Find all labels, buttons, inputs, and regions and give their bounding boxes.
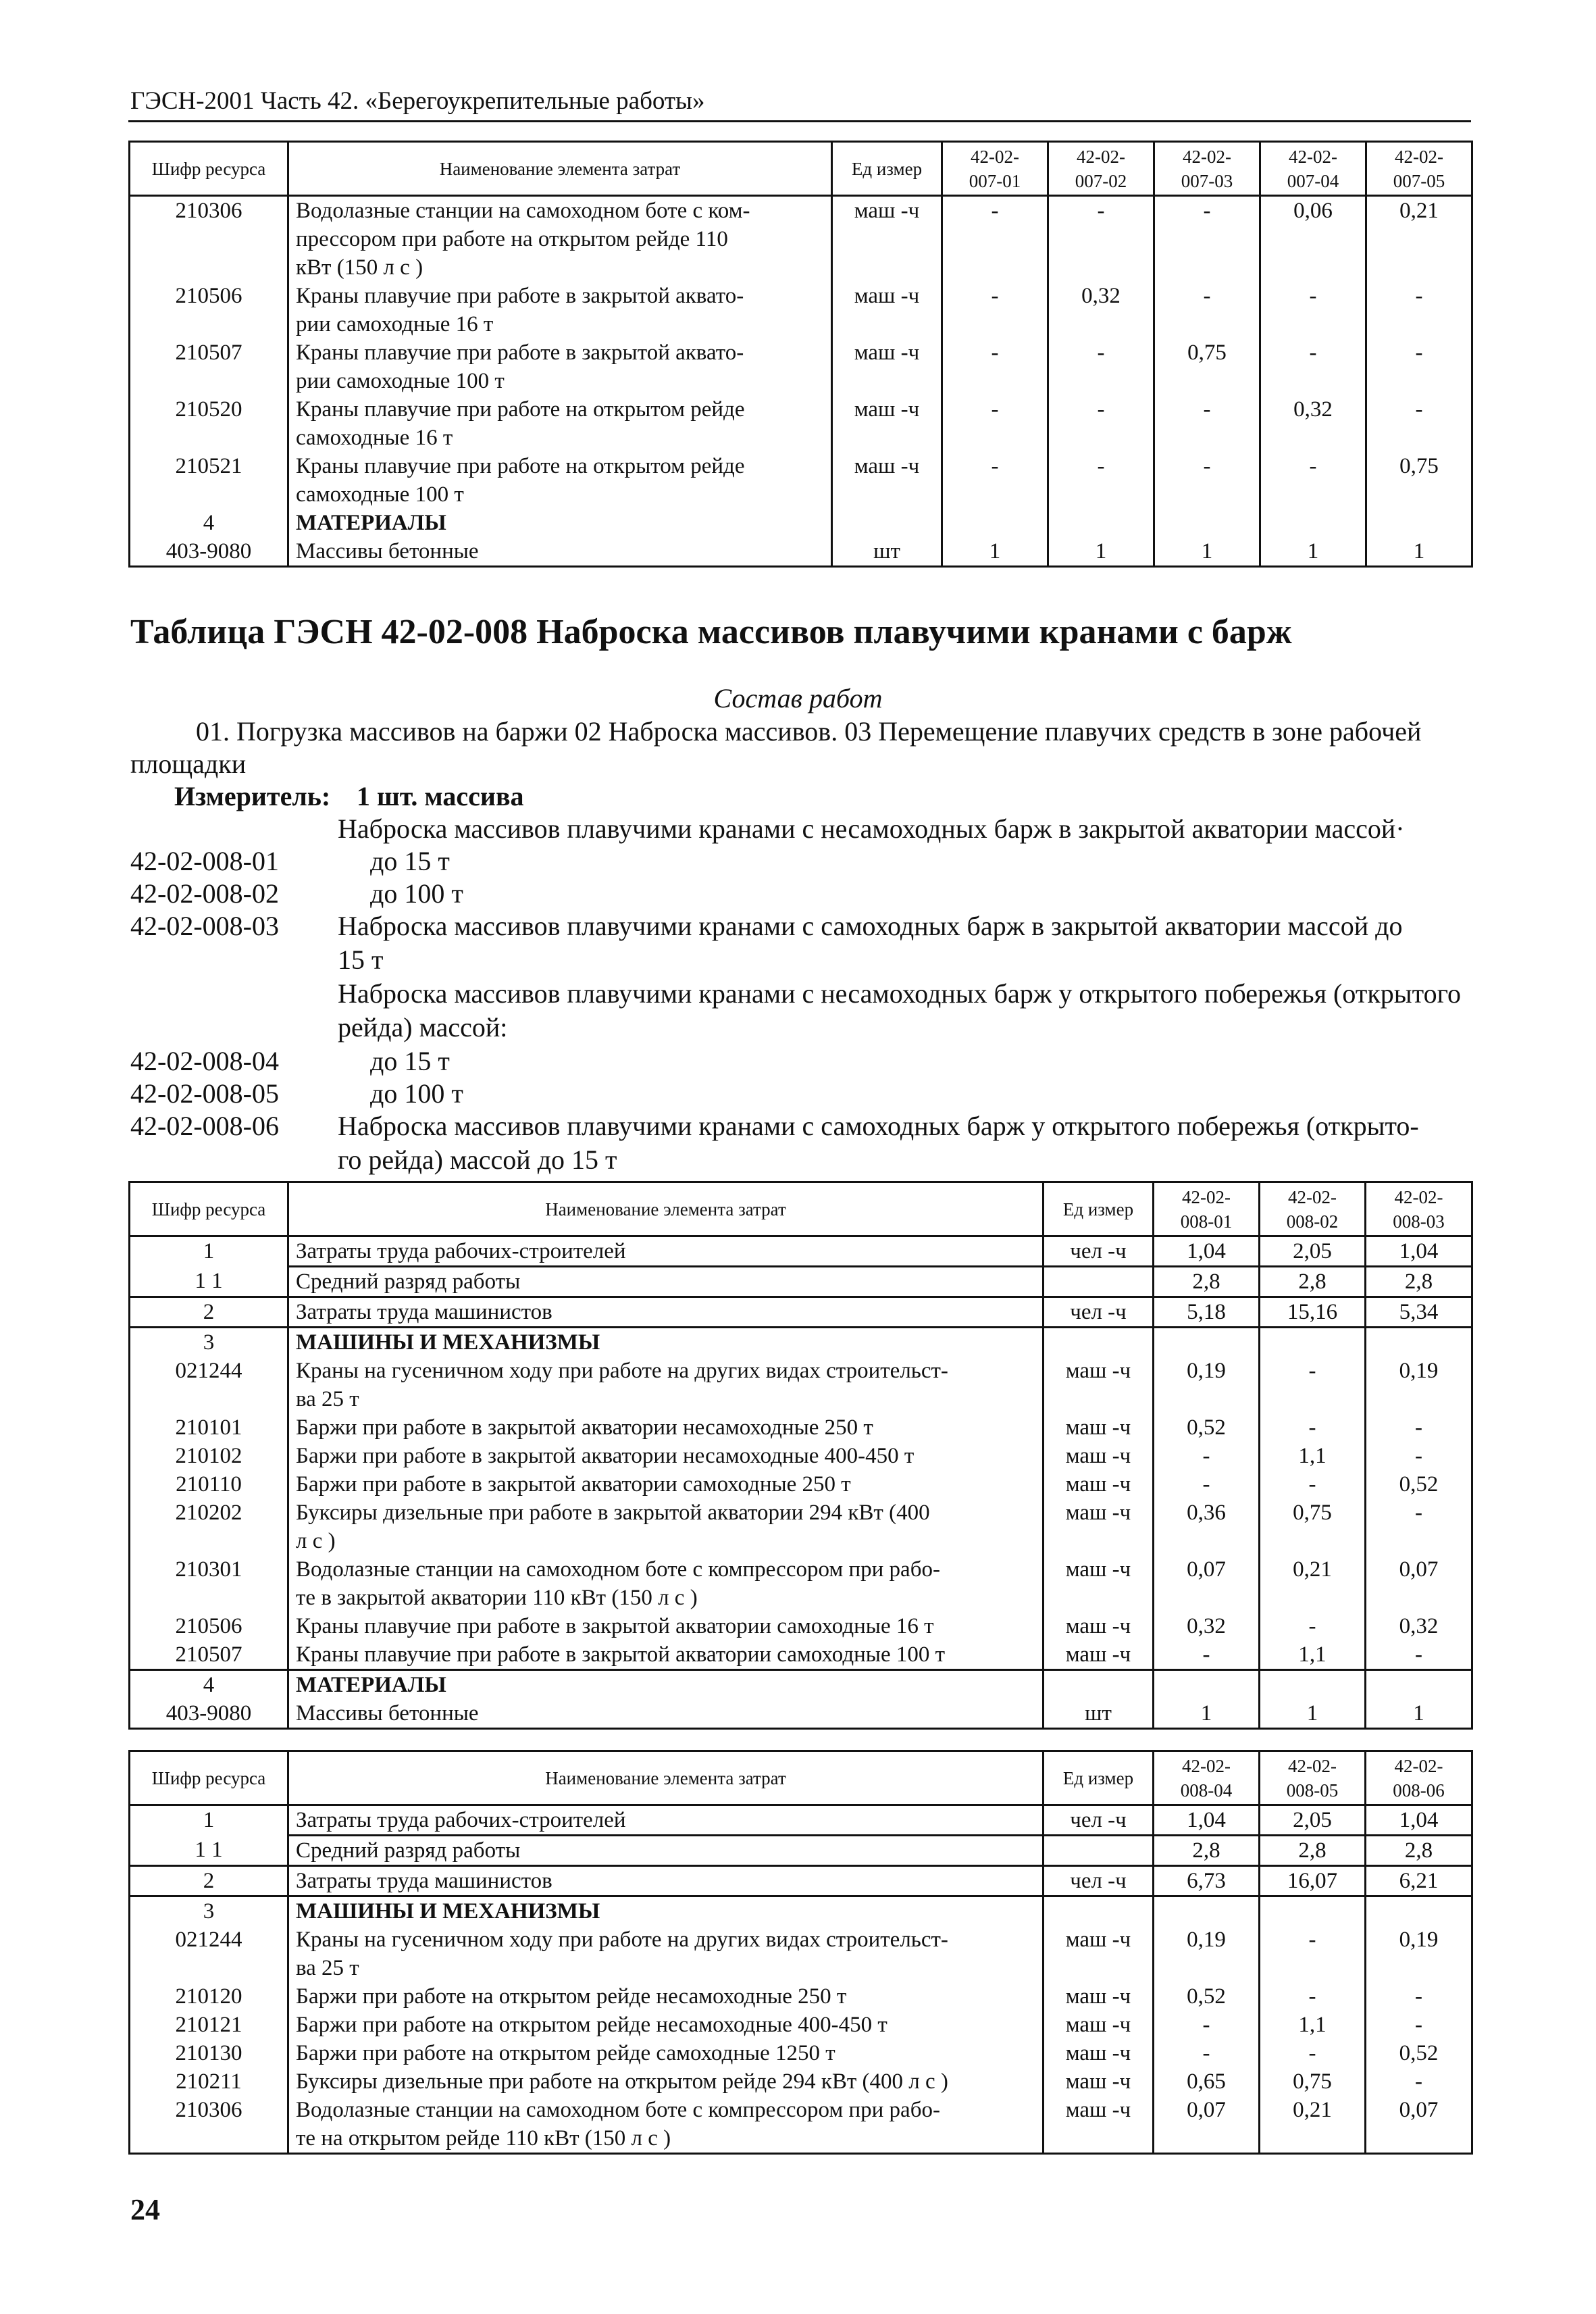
rate-value-cell [1154,1670,1260,1700]
unit-cell [1044,1267,1154,1297]
work-item-description: до 100 т [370,1078,463,1109]
rate-value-cell: - [1048,452,1154,509]
work-item-code: 42-02-008-06 [130,1111,279,1141]
rate-value-cell [1260,509,1366,537]
resource-code-cell: 210506 [130,282,288,338]
rate-value-cell: - [1154,2011,1260,2039]
table-row [130,282,1472,338]
table-row [130,2067,1472,2096]
unit-cell: шт [832,537,942,567]
rate-value-cell: 0,19 [1154,1926,1260,1982]
rate-value-cell: 0,75 [1260,2067,1366,2096]
rate-value-cell: 0,07 [1366,2096,1472,2154]
rate-value-cell: - [1260,1470,1366,1499]
unit-cell: маш -ч [832,452,942,509]
column-header-rate: 42-02- 008-04 [1154,1751,1260,1805]
column-header-rate: 42-02- 007-02 [1048,142,1154,196]
table-row [130,395,1472,452]
unit-cell: маш -ч [832,338,942,395]
rate-value-cell: - [1260,1982,1366,2011]
resource-code-cell: 210101 [130,1413,288,1442]
rate-value-cell: 0,52 [1154,1982,1260,2011]
rate-value-cell: - [942,196,1048,282]
unit-cell: чел -ч [1044,1805,1154,1836]
rate-value-cell: 0,75 [1366,452,1472,509]
rate-value-cell: 1 [942,537,1048,567]
rate-value-cell: - [1154,282,1260,338]
rate-value-cell: 2,8 [1260,1267,1366,1297]
rate-value-cell: - [1260,1413,1366,1442]
rate-value-cell: 1 [1366,1699,1472,1729]
rate-value-cell: - [1260,1926,1366,1982]
rate-value-cell: 0,52 [1154,1413,1260,1442]
rate-value-cell: 2,8 [1366,1836,1472,1866]
unit-cell: шт [1044,1699,1154,1729]
rate-value-cell: - [1260,2039,1366,2067]
rate-value-cell: 1,1 [1260,2011,1366,2039]
rate-value-cell: 1,04 [1366,1236,1472,1267]
unit-cell: маш -ч [1044,2039,1154,2067]
unit-cell [1044,1896,1154,1926]
column-header-rate: 42-02- 007-03 [1154,142,1260,196]
column-header-rate: 42-02- 008-06 [1366,1751,1472,1805]
resource-name-cell: Массивы бетонные [288,537,832,567]
rate-value-cell [1260,1896,1366,1926]
resource-code-cell: 403-9080 [130,1699,288,1729]
resource-code-cell: 2 [130,1297,288,1328]
column-header-rate: 42-02- 007-01 [942,142,1048,196]
rate-value-cell: - [1366,2011,1472,2039]
resource-code-cell: 210507 [130,338,288,395]
rate-value-cell: 16,07 [1260,1866,1366,1896]
table-row [130,1866,1472,1896]
resource-code-cell: 210211 [130,2067,288,2096]
table-row [130,1836,1472,1866]
rate-value-cell: 0,52 [1366,2039,1472,2067]
rate-value-cell: 0,75 [1154,338,1260,395]
unit-cell: маш -ч [1044,1982,1154,2011]
resource-code-cell: 210506 [130,1612,288,1640]
column-header-name: Наименование элемента затрат [288,1751,1044,1805]
column-header-code: Шифр ресурса [130,1182,288,1236]
table-row [130,1699,1472,1729]
rate-value-cell: 1,04 [1154,1805,1260,1836]
unit-cell: маш -ч [1044,1555,1154,1612]
rate-value-cell: 0,21 [1366,196,1472,282]
resource-name-cell: Затраты труда рабочих-строителей [288,1236,1044,1267]
rate-value-cell [942,509,1048,537]
unit-cell: маш -ч [1044,1357,1154,1413]
meter-label: Измеритель: [174,781,331,811]
table-row [130,338,1472,395]
column-header-rate: 42-02- 008-01 [1154,1182,1260,1236]
resource-name-cell: Краны плавучие при работе в закрытой акватории самоходные 100 т [288,1640,1044,1670]
section-row [130,1896,1472,1926]
unit-cell: маш -ч [1044,1612,1154,1640]
section-heading: МАТЕРИАЛЫ [288,509,832,537]
resource-code-cell: 4 [130,509,288,537]
rate-value-cell: - [1154,452,1260,509]
column-header-rate: 42-02- 008-05 [1260,1751,1366,1805]
resource-name-cell: Затраты труда машинистов [288,1866,1044,1896]
rate-value-cell: 1 [1366,537,1472,567]
rate-value-cell: - [1366,1413,1472,1442]
resource-code-cell: 021244 [130,1357,288,1413]
table-row [130,1297,1472,1328]
resource-name-cell: Средний разряд работы [288,1836,1044,1866]
rate-value-cell: 1 [1260,537,1366,567]
unit-cell: маш -ч [1044,2011,1154,2039]
resource-name-cell: Буксиры дизельные при работе на открытом рейде 294 кВт (400 л с ) [288,2067,1044,2096]
resource-name-cell: Краны плавучие при работе на открытом рейде самоходные 16 т [288,395,832,452]
column-header-code: Шифр ресурса [130,1751,288,1805]
table-row [130,2039,1472,2067]
work-item-description: до 15 т [370,1046,450,1076]
column-header-rate: 42-02- 007-05 [1366,142,1472,196]
rate-value-cell: 0,75 [1260,1499,1366,1555]
rate-value-cell: - [1048,196,1154,282]
rate-value-cell: 5,18 [1154,1297,1260,1328]
section-row [130,1328,1472,1357]
resource-code-cell: 210521 [130,452,288,509]
rate-value-cell: 0,06 [1260,196,1366,282]
resource-name-cell: Краны плавучие при работе на открытом рейде самоходные 100 т [288,452,832,509]
rate-value-cell: 1 [1154,537,1260,567]
composition-line: 01. Погрузка массивов на баржи 02 Наброска массивов. 03 Перемещение плавучих средств в зоне рабочей [196,716,1422,747]
unit-cell: маш -ч [1044,2096,1154,2154]
work-item-description: до 15 т [370,846,450,876]
composition-title: Состав работ [713,683,883,713]
unit-cell [1044,1836,1154,1866]
table-row [130,1555,1472,1612]
rate-value-cell: 6,21 [1366,1866,1472,1896]
rate-value-cell: - [1366,282,1472,338]
table-row [130,1413,1472,1442]
rate-value-cell: 0,07 [1154,1555,1260,1612]
rate-value-cell: 2,8 [1260,1836,1366,1866]
unit-cell: маш -ч [832,282,942,338]
rate-value-cell: 0,32 [1260,395,1366,452]
table-row [130,1442,1472,1470]
rate-value-cell: - [1154,1442,1260,1470]
rate-value-cell: - [1048,338,1154,395]
unit-cell: чел -ч [1044,1236,1154,1267]
resource-code-cell: 210202 [130,1499,288,1555]
table-row [130,1982,1472,2011]
table-row [130,1640,1472,1670]
rate-value-cell: 0,65 [1154,2067,1260,2096]
resource-name-cell: Краны на гусеничном ходу при работе на других видах строительст- ва 25 т [288,1926,1044,1982]
rate-value-cell: 1 [1260,1699,1366,1729]
running-header: ГЭСН-2001 Часть 42. «Берегоукрепительные работы» [130,87,705,115]
table-header-row [130,1182,1472,1236]
column-header-unit: Ед измер [1044,1751,1154,1805]
table-row [130,1267,1472,1297]
rate-value-cell: 1,1 [1260,1640,1366,1670]
table-header-row [130,1751,1472,1805]
resource-code-cell: 1 1 [130,1267,288,1297]
column-header-name: Наименование элемента затрат [288,1182,1044,1236]
rate-value-cell: 0,32 [1154,1612,1260,1640]
resource-name-cell: Баржи при работе в закрытой акватории несамоходные 250 т [288,1413,1044,1442]
rate-value-cell [1366,1328,1472,1357]
work-item-code: 42-02-008-03 [130,911,279,941]
rate-value-cell [1154,1896,1260,1926]
resource-name-cell: Массивы бетонные [288,1699,1044,1729]
rate-value-cell: - [942,452,1048,509]
rate-value-cell: 6,73 [1154,1866,1260,1896]
rate-value-cell: - [1366,1442,1472,1470]
resource-name-cell: Баржи при работе на открытом рейде несамоходные 400-450 т [288,2011,1044,2039]
resource-code-cell: 1 [130,1805,288,1836]
rate-value-cell: - [942,395,1048,452]
table-header-row [130,142,1472,196]
header-rule [128,120,1471,122]
rate-value-cell: - [1366,1640,1472,1670]
resource-name-cell: Средний разряд работы [288,1267,1044,1297]
rate-value-cell: - [1048,395,1154,452]
resource-name-cell: Буксиры дизельные при работе в закрытой акватории 294 кВт (400 л с ) [288,1499,1044,1555]
resource-name-cell: Краны плавучие при работе в закрытой аквато- рии самоходные 16 т [288,282,832,338]
table-row [130,1926,1472,1982]
resource-code-cell: 210306 [130,2096,288,2154]
rate-value-cell: - [1154,196,1260,282]
rate-value-cell: - [1366,338,1472,395]
section-heading: МАТЕРИАЛЫ [288,1670,1044,1700]
unit-cell [832,509,942,537]
rate-value-cell: 0,07 [1154,2096,1260,2154]
resource-name-cell: Водолазные станции на самоходном боте с компрессором при рабо- те на открытом рейде 110 кВт (150 л с ) [288,2096,1044,2154]
table-row [130,1805,1472,1836]
rate-value-cell: 0,19 [1154,1357,1260,1413]
table-title: Таблица ГЭСН 42-02-008 Наброска массивов плавучими кранами с барж [130,613,1292,651]
work-item-description: Наброска массивов плавучими кранами с самоходных барж у открытого побережья (открыто- го рейда) массой до 15 т [338,1111,1419,1175]
rate-value-cell: 2,05 [1260,1236,1366,1267]
resource-code-cell: 210102 [130,1442,288,1470]
rate-value-cell: - [1260,1357,1366,1413]
table-row [130,1470,1472,1499]
table-row [130,452,1472,509]
table-row [130,537,1472,567]
unit-cell: чел -ч [1044,1297,1154,1328]
rate-value-cell: 2,05 [1260,1805,1366,1836]
rate-value-cell: - [1366,1982,1472,2011]
rate-value-cell: - [1260,282,1366,338]
resource-name-cell: Краны плавучие при работе в закрытой акватории самоходные 16 т [288,1612,1044,1640]
rate-value-cell: 0,52 [1366,1470,1472,1499]
resource-code-cell: 3 [130,1896,288,1926]
resource-name-cell: Водолазные станции на самоходном боте с компрессором при рабо- те в закрытой акватории 110 кВт (150 л с ) [288,1555,1044,1612]
section-heading: МАШИНЫ И МЕХАНИЗМЫ [288,1328,1044,1357]
resource-name-cell: Баржи при работе на открытом рейде самоходные 1250 т [288,2039,1044,2067]
rate-value-cell: 1 [1048,537,1154,567]
rate-value-cell: 0,21 [1260,1555,1366,1612]
resource-code-cell: 021244 [130,1926,288,1982]
resource-table-008-b [128,1750,1473,2155]
resource-table-008-a [128,1181,1473,1730]
table-row [130,196,1472,282]
unit-cell: маш -ч [1044,2067,1154,2096]
meter-value: 1 шт. массива [357,781,524,811]
rate-value-cell: 2,8 [1154,1267,1260,1297]
rate-value-cell: 5,34 [1366,1297,1472,1328]
rate-value-cell: - [1366,395,1472,452]
rate-value-cell: - [1260,452,1366,509]
resource-code-cell: 210507 [130,1640,288,1670]
rate-value-cell: - [1154,2039,1260,2067]
work-item-description: Наброска массивов плавучими кранами с несамоходных барж у открытого побережья (открытого рейда) массой: [338,978,1461,1042]
rate-value-cell: - [1366,1499,1472,1555]
composition-line: площадки [130,749,247,779]
rate-value-cell: 1,1 [1260,1442,1366,1470]
work-item-description: до 100 т [370,878,463,909]
rate-value-cell: 0,19 [1366,1926,1472,1982]
resource-code-cell: 3 [130,1328,288,1357]
column-header-name: Наименование элемента затрат [288,142,832,196]
unit-cell [1044,1328,1154,1357]
resource-table-007 [128,141,1473,568]
column-header-rate: 42-02- 007-04 [1260,142,1366,196]
column-header-rate: 42-02- 008-03 [1366,1182,1472,1236]
unit-cell: маш -ч [1044,1926,1154,1982]
unit-cell: маш -ч [1044,1499,1154,1555]
resource-name-cell: Краны на гусеничном ходу при работе на других видах строительст- ва 25 т [288,1357,1044,1413]
resource-name-cell: Краны плавучие при работе в закрытой аквато- рии самоходные 100 т [288,338,832,395]
rate-value-cell: 0,07 [1366,1555,1472,1612]
rate-value-cell [1260,1670,1366,1700]
table-row [130,2096,1472,2154]
rate-value-cell [1366,509,1472,537]
rate-value-cell [1366,1670,1472,1700]
section-heading: МАШИНЫ И МЕХАНИЗМЫ [288,1896,1044,1926]
rate-value-cell: - [1260,338,1366,395]
rate-value-cell [1048,509,1154,537]
rate-value-cell: 0,36 [1154,1499,1260,1555]
rate-value-cell: 0,32 [1048,282,1154,338]
work-item-description: Наброска массивов плавучими кранами с несамоходных барж в закрытой акватории массой· [338,813,1405,844]
rate-value-cell: - [1260,1612,1366,1640]
rate-value-cell: 1 [1154,1699,1260,1729]
rate-value-cell: 2,8 [1154,1836,1260,1866]
rate-value-cell [1366,1896,1472,1926]
unit-cell: маш -ч [1044,1442,1154,1470]
work-item-code: 42-02-008-04 [130,1046,279,1076]
unit-cell: маш -ч [1044,1413,1154,1442]
table-row [130,1357,1472,1413]
rate-value-cell: 0,21 [1260,2096,1366,2154]
rate-value-cell: 1,04 [1154,1236,1260,1267]
resource-code-cell: 403-9080 [130,537,288,567]
column-header-unit: Ед измер [832,142,942,196]
rate-value-cell: - [942,338,1048,395]
resource-code-cell: 210121 [130,2011,288,2039]
unit-cell: чел -ч [1044,1866,1154,1896]
table-row [130,1236,1472,1267]
resource-code-cell: 210520 [130,395,288,452]
resource-code-cell: 4 [130,1670,288,1700]
section-row [130,1670,1472,1700]
resource-code-cell: 1 [130,1236,288,1267]
unit-cell: маш -ч [1044,1470,1154,1499]
table-row [130,1612,1472,1640]
rate-value-cell [1154,509,1260,537]
rate-value-cell: 2,8 [1366,1267,1472,1297]
table-row [130,2011,1472,2039]
resource-name-cell: Баржи при работе на открытом рейде несамоходные 250 т [288,1982,1044,2011]
rate-value-cell: - [1154,1470,1260,1499]
section-row [130,509,1472,537]
resource-name-cell: Баржи при работе в закрытой акватории несамоходные 400-450 т [288,1442,1044,1470]
rate-value-cell [1260,1328,1366,1357]
rate-value-cell: - [1366,2067,1472,2096]
table-row [130,1499,1472,1555]
unit-cell: маш -ч [832,395,942,452]
page-number: 24 [130,2193,160,2226]
rate-value-cell: 0,32 [1366,1612,1472,1640]
resource-code-cell: 210306 [130,196,288,282]
unit-cell: маш -ч [832,196,942,282]
work-item-code: 42-02-008-02 [130,878,279,909]
resource-name-cell: Затраты труда рабочих-строителей [288,1805,1044,1836]
unit-cell [1044,1670,1154,1700]
rate-value-cell: 15,16 [1260,1297,1366,1328]
work-item-description: Наброска массивов плавучими кранами с самоходных барж в закрытой акватории массой до 15 т [338,911,1403,975]
rate-value-cell: 0,19 [1366,1357,1472,1413]
resource-code-cell: 2 [130,1866,288,1896]
resource-code-cell: 210120 [130,1982,288,2011]
resource-name-cell: Баржи при работе в закрытой акватории самоходные 250 т [288,1470,1044,1499]
rate-value-cell: - [1154,395,1260,452]
resource-name-cell: Затраты труда машинистов [288,1297,1044,1328]
column-header-code: Шифр ресурса [130,142,288,196]
resource-code-cell: 1 1 [130,1836,288,1866]
resource-code-cell: 210110 [130,1470,288,1499]
rate-value-cell: - [942,282,1048,338]
rate-value-cell: 1,04 [1366,1805,1472,1836]
work-item-code: 42-02-008-05 [130,1078,279,1109]
unit-cell: маш -ч [1044,1640,1154,1670]
rate-value-cell [1154,1328,1260,1357]
column-header-rate: 42-02- 008-02 [1260,1182,1366,1236]
resource-name-cell: Водолазные станции на самоходном боте с ком- прессором при работе на открытом рейде 110 кВт (150 л с ) [288,196,832,282]
resource-code-cell: 210301 [130,1555,288,1612]
rate-value-cell: - [1154,1640,1260,1670]
column-header-unit: Ед измер [1044,1182,1154,1236]
work-item-code: 42-02-008-01 [130,846,279,876]
resource-code-cell: 210130 [130,2039,288,2067]
